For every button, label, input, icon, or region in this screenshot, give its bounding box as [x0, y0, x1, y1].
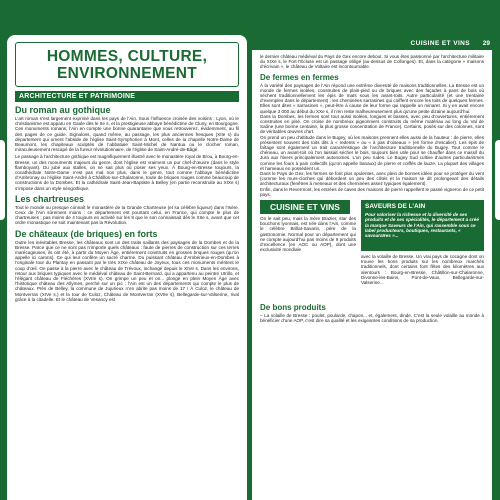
paragraph-fermes-5: Enfin, dans le Revermont, les entrées de caves des maisons de pierre rappellent le passé vigneron de ce petit pays. — [260, 186, 484, 197]
chapter-title-line2: ENVIRONNEMENT — [57, 65, 197, 82]
heading-chartreuses: Les chartreuses — [15, 193, 85, 204]
chapter-title — [15, 42, 239, 87]
saveurs-box-text: Pour valoriser la richesse et la diversité de ses produits et de ses spécialités, le département a créé la marque Saveurs de l’Ain, qui rassemble sous ce label producteurs, boutiques, restaurants, « savouraïres »... — [365, 212, 479, 239]
cuisine-title: CUISINE ET VINS — [260, 200, 350, 214]
paragraph-roman-2: Le passage à l’architecture gothique est magnifiquement illustré avec le monastère royal de Brou, à Bourg-en-Bresse, un des monuments majeurs du genre, dont l’église est vraiment un pur chef-d’œuvre (dans le style flamboyant). Du jubé aux stalles, on ne sait plus où poser ses yeux. À Bourg-en-Bresse toujours, la cocathédrale Notre-Dame n’est pas mal non plus, dans le genre, tout comme l’abbaye bénédictine d’Ambronay ou l’église Saint-André à Châtillon-sur-Chalaronne, toute de briques rouges comme beaucoup de constructions de la Dombes. Et la cathédrale Saint-Jean-Baptiste à Belley (en partie reconstruite au XIXe s) s’impose dans un style néogothique. — [15, 154, 239, 191]
saveurs-box-title: SAVEURS DE L’AIN — [365, 203, 426, 211]
cuisine-text: On le sait peu, mais la mère Brazier, star des bouchons lyonnais, est née dans l’Ain, comme le célèbre Brillat-Savarin, père de la gastronomie. Normal pour un département qui ne compte aujourd’hui pas moins de 9 produits d’excellence (en AOC ou AOP), dont une exclusivité mondiale — [260, 216, 356, 253]
right-edge-tab — [495, 140, 500, 220]
paragraph-fermes-1: À la variété des paysages de l’Ain répond une extrême diversité de maisons traditionnelles. La Bresse est un monde de fermes isolées, construites de plain-pied ou de briques avec des façades à pans de bois où séchent traditionnellement les épis de maïs sous les avant-toits. Autre particularité (et une trentaine d’exemples dans le département) : les cheminées sarrasines qui coiffent encore les toits de quelques fermes. Elles sont dites « sarrasines », peut-être à cause de leur forme qui rappelle un minaret. Si y en avait encore quelque 3 000 au début du XXe s, il n’en reste malheureusement plus qu’une petite dizaine aujourd’hui. — [260, 82, 484, 114]
paragraph-fermes-4: Dans le Pays de Gex, les fermes se font plus opulentes, avec plein de bonnes idées pour se protéger du vent (comme les murs-cloches qui débordent un peu des côtés et la maison se dit prolongeant des détails architecturaux (fenêtres à meneaux et des cheminées assez typiques également). — [260, 171, 484, 187]
cuisine-text-2: avec la volaille de Bresse. Un vrai pays de cocagne dont on trouve les bons produits sur les nombreux marchés traditionnels, dont certains font fêtes des kilomètres aux alentours : Bourg-en-Bresse, Châtillon-sur-Chalaronne, Divonne-les-Bains, Pont-de-Vaux, Bellegarde-sur-Valserine... — [361, 254, 484, 286]
saveurs-box — [361, 200, 484, 251]
paragraph-chateaux: Outre les inévitables Bresse, les châteaux sont un des traits saillants des paysages de la Dombes et de la Bresse. Parce que ce ne sont pas n’importe quels châteaux : faute de pierres de construction sur ces terres marécageuses, ils ont été, à partir du Moyen Âge, entièrement construits en grosses briques rouges (qu’on appelle ici carons). Ce qui leur confère un sacré charme. Du puissant château d’Ambérieux-en-Dombes à l’originale tour du Plantay en passant par le très XIXe château de Joyeux, tous ces monuments méritent le coup d’œil. On passe à la pierre avec le château de Trévoux, inchangé depuis le XIVe s. Dans les environs, retour aux briques typiques avec le médiéval château de Saint-Bernard, qui a appartenu au peintre Utrillo, et l’élégant château de Fléchères (XVIIe s). On grimpe un peu et on... plonge en plein Moyen Âge avec l’historique château des Allymes, perché sur un pic ; l’Ain est un des départements qui compte le plus de châteaux. Près de Belley, la commune de Jujurieux n’en abrite pas moins de 17 ! À Culoz, le château de Montverran (XIVe s.) et la tour de Culoz, Château de Montverran (XVIIe s), Bellegarde-sur-Valserine, rival grâce à la citadelle. Et le château de Vesancy est — [15, 239, 239, 302]
header-strip — [252, 0, 500, 50]
section-banner: ARCHITECTURE ET PATRIMOINE — [15, 91, 239, 102]
heading-roman: Du roman au gothique — [15, 105, 111, 115]
chapter-title-line1: HOMMES, CULTURE, — [46, 48, 208, 65]
paragraph-produits: – La volaille de Bresse : poulet, poularde, chapon... et, également, dinde. C’est la seule volaille au monde à bénéficier d’une AOP, c’est dire sa qualité et les exigeantes conditions de sa production. — [260, 313, 484, 324]
heading-produits: De bons produits — [260, 303, 326, 313]
paragraph-chartreuses: Tout le monde ou presque connaît le monastère de la Grande Chartreuse (et sa célèbre liqueur) dans l’Isère. Ceux de l’Ain sûrement moins : ce département est pourtant celui, en France, qui compte le plus de chartreuses ; pas moins de 4 toujours en activité sur les 8 que le son connaissait dès le XIIe s, avant que cet ordre monastique ne soit maintenant pas la Révolution. — [15, 204, 239, 226]
right-page — [252, 50, 492, 500]
section-header: CUISINE ET VINS — [410, 40, 470, 47]
left-page — [7, 35, 247, 500]
page-number: 29 — [482, 40, 490, 47]
paragraph-fermes-3: On prend un peu d’altitude dans le Bugey, où les maisons prennent elles aussi de la hauteur : de pierre, elles présentent souvent des toits dits à « redents » ou « à pas d’oiseaux » (en forme d’escalier). Les épis de faîtage sont également un trait caractéristique de l’architecture traditionnelle du Bugey. Tout comme le chéneau, un avant-toit où l’on laissait sécher le bois, toujours bien utile pour se chauffer dans ce massif du Jura aux hivers principalement autonomes. L’un peu rudes. Le Bugey Sud cultive d’autres particularismes comme les fours à pain collectifs (qu’on appelle banaux) de pierre et coiffés de lauze. La plupart des villages et hameaux en possèdent un. — [260, 134, 484, 171]
paragraph-intro: le dernier château médiéval du Pays de Gex encore debout. Si vous êtes passionné par l’architecture militaire du XIXe s, le Fort l’Écluse est un passage obligé (au-dessus de Collonges). Et, dans la catégorie « maisons d’écrivain », le château de Voltaire est incontournable. — [260, 54, 484, 70]
left-edge-tab — [0, 140, 5, 220]
cuisine-section — [260, 200, 484, 300]
paragraph-roman-1: L’art roman s’est largement exprimé dans les pays de l’Ain. Sous l’influence croisée des voisins : Lyon, où le christianisme est apparu en Gaule dès le IIe s, et la prestigieuse abbaye bénédictine de Cluny, en Bourgogne. Ces monuments romans, l’Ain en compte une bonne quarantaine que vous retrouverez, évidemment, au fil des pages de ce guide. Signalons, quand même, au passage, les plus anciennes fresques (XIIe s) du département qui ornent l’abside de l’église Saint-Symphorien à Mont, celles de la chapelle Notre-Dame de Beaumont, les chapiteaux sculptés de l’abbatiale Saint-Michel de Nantua ou le clocher roman, miraculeusement rescapé de la fureur révolutionnaire, de l’église de Saint-André-de-Bâgé. — [15, 116, 239, 153]
heading-chateaux: De châteaux (de briques) en forts — [15, 228, 158, 239]
heading-fermes: De fermes en fermes — [260, 72, 339, 82]
paragraph-fermes-2: Dans la Dombes, les fermes sont tout aussi isolées, longues et basses, avec peu d’ouvertures, entièrement construites en pisé. On croise de nombreux pigeonniers construits du même matériau au long du Val de Saône (une bonne centaine, la plus grosse concentration de France). Certains, posés sur des colonnes, sont de véritables œuvres d’art. — [260, 113, 484, 135]
